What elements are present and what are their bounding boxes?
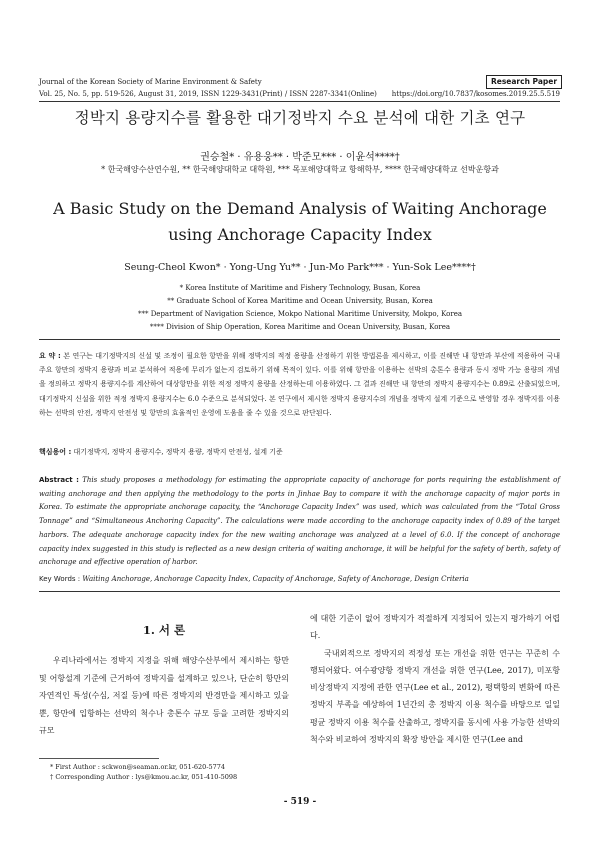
intro-paragraph-right-2: 국내외적으로 정박지의 적정성 또는 개선을 위한 연구는 꾸준히 수행되어왔다. 여수광양항 정박지 개선을 위한 연구(Lee, 2017), 미포항 비상정박지 지정에 관한 연구(Lee et al., 2012), 평택항의 변화에 따른 정박지 부족을 예상하여 1년간의 총 정박지 이용 척수를 바탕으로 일일 평균 정박지 이용 척수를 산출하고, 정박지를 동시에 사용 가능한 선박의 척수와 비교하여 정박지의 확장 방안을 제시한 연구(Lee and <box>310 648 560 745</box>
korean-abstract-text: 본 연구는 대기정박지의 신설 및 조정이 필요한 항만을 위해 정박지의 적정 용량을 산정하기 위한 방법론을 제시하고, 이를 진해만 내 항만과 부산에 적용하여 국내 주요 항만의 정박지 용량과 비교 분석하여 적용에 무리가 없는지 검토하기 위해 목적이 있다. 이를 위해 항만을 이용하는 선박의 총톤수 용량과 동시 정박 가능 용량의 개념을 정의하고 정박지 용량지수를 계산하여 대상항만을 위한 적정 정박지 용량을 산정하는데 이용하였다. 그 결과 진해만 내 항만의 정박지 용량지수는 0.89로 산출되었으며, 대기정박지 신설을 위한 적정 정박지 용량지수는 6.0 수준으로 분석되었다. 본 연구에서 제시한 정박지 용량지수의 개념을 정박지 설계 기준으로 반영할 경우 정박지를 이용하는 선박의 안전, 정박지 안전성 및 항만의 효율적인 운영에 도움을 줄 수 있을 것으로 판단된다. <box>39 352 560 417</box>
abstract-divider-top <box>39 339 560 340</box>
intro-paragraph-right-1: 에 대한 기준이 없어 정박지가 적절하게 지정되어 있는지 평가하기 어렵다. <box>310 614 560 641</box>
page-number: - 519 - <box>283 797 317 807</box>
intro-paragraph-left: 우리나라에서는 정박지 지정을 위해 해양수산부에서 제시하는 항만 및 어항설계 기준에 근거하여 정박지를 설계하고 있으나, 단순히 항만의 자연적인 특성(수심, 저질 등)에 따른 정박지의 반경만을 제시하고 있을 뿐, 항만에 입항하는 선박의 척수나 총톤수 규모 등을 고려한 정박지의 규모 <box>39 656 289 736</box>
left-column <box>39 652 289 740</box>
english-keywords-label: Key Words : <box>39 575 81 583</box>
footnote-first-author: * First Author : sckwon@seaman.or.kr, 051-620-5774 <box>50 763 226 771</box>
research-paper-badge: Research Paper <box>486 75 562 89</box>
affiliation-3: *** Department of Navigation Science, Mokpo National Maritime University, Mokpo, Korea <box>137 310 463 318</box>
english-abstract-label: Abstract : <box>39 476 79 484</box>
footnote-corresponding-author: † Corresponding Author : lys@kmou.ac.kr, 051-410-5098 <box>50 773 238 781</box>
english-title <box>0 196 600 248</box>
english-abstract <box>39 474 560 570</box>
english-authors: Seung-Cheol Kwon* · Yong-Ung Yu** · Jun-Mo Park*** · Yun-Sok Lee****† <box>124 262 476 273</box>
header-divider <box>39 101 560 102</box>
korean-abstract-label: 요 약 : <box>39 352 61 360</box>
korean-keywords-text: 대기정박지, 정박지 용량지수, 정박지 용량, 정박지 안전성, 설계 기준 <box>73 448 283 456</box>
korean-affiliations: * 한국해양수산연수원, ** 한국해양대학교 대학원, *** 목포해양대학교 항해학부, **** 한국해양대학교 선박운항과 <box>101 165 499 174</box>
english-title-line-2: using Anchorage Capacity Index <box>168 225 432 244</box>
volume-line: Vol. 25, No. 5, pp. 519-526, August 31, 2019, ISSN 1229-3431(Print) / ISSN 2287-3341(Online) <box>39 90 377 98</box>
right-column <box>310 610 560 748</box>
korean-authors: 권승철* · 유용웅** · 박준모*** · 이윤석****† <box>200 152 400 163</box>
affiliation-2: ** Graduate School of Korea Maritime and Ocean University, Busan, Korea <box>167 297 433 305</box>
english-keywords-text: Waiting Anchorage, Anchorage Capacity Index, Capacity of Anchorage, Safety of Anchorage, Design Criteria <box>82 575 469 583</box>
journal-name: Journal of the Korean Society of Marine Environment & Safety <box>39 78 262 86</box>
korean-keywords-label: 핵심용어 : <box>39 448 72 456</box>
korean-abstract <box>39 349 560 420</box>
affiliation-4: **** Division of Ship Operation, Korea Maritime and Ocean University, Busan, Korea <box>149 323 451 331</box>
english-title-line-1: A Basic Study on the Demand Analysis of Waiting Anchorage <box>53 199 547 218</box>
section-heading: 1. 서 론 <box>142 623 186 637</box>
footnote-divider <box>39 758 159 759</box>
affiliation-1: * Korea Institute of Maritime and Fishery Technology, Busan, Korea <box>179 284 421 292</box>
doi-link[interactable]: https://doi.org/10.7837/kosomes.2019.25.5.519 <box>391 90 560 98</box>
english-abstract-text: This study proposes a methodology for estimating the appropriate capacity of anchorage for ports requiring the establishment of waiting anchorage and then applying the methodology to the ports in Jinhae Bay to compare it with the anchorage capacity of major ports in Korea. To estimate the appropriate anchorage capacity, the “Anchorage Capacity Index” was used, which was calculated from the “Total Gross Tonnage” and “Simultaneous Anchoring Capacity”. The calculations were made according to the anchorage capacity index of 0.89 of the target harbors. The adequate anchorage capacity index for the new waiting anchorage was analyzed at a level of 6.0. If the concept of anchorage capacity index suggested in this study is reflected as a new design criteria of waiting anchorage, it will be helpful for the safety of berth, safety of anchorage and effective operation of harbor. <box>39 476 560 567</box>
english-keywords <box>39 575 560 583</box>
korean-title: 정박지 용량지수를 활용한 대기정박지 수요 분석에 대한 기초 연구 <box>74 109 526 127</box>
abstract-divider-bottom <box>39 591 560 592</box>
korean-keywords <box>39 447 560 457</box>
